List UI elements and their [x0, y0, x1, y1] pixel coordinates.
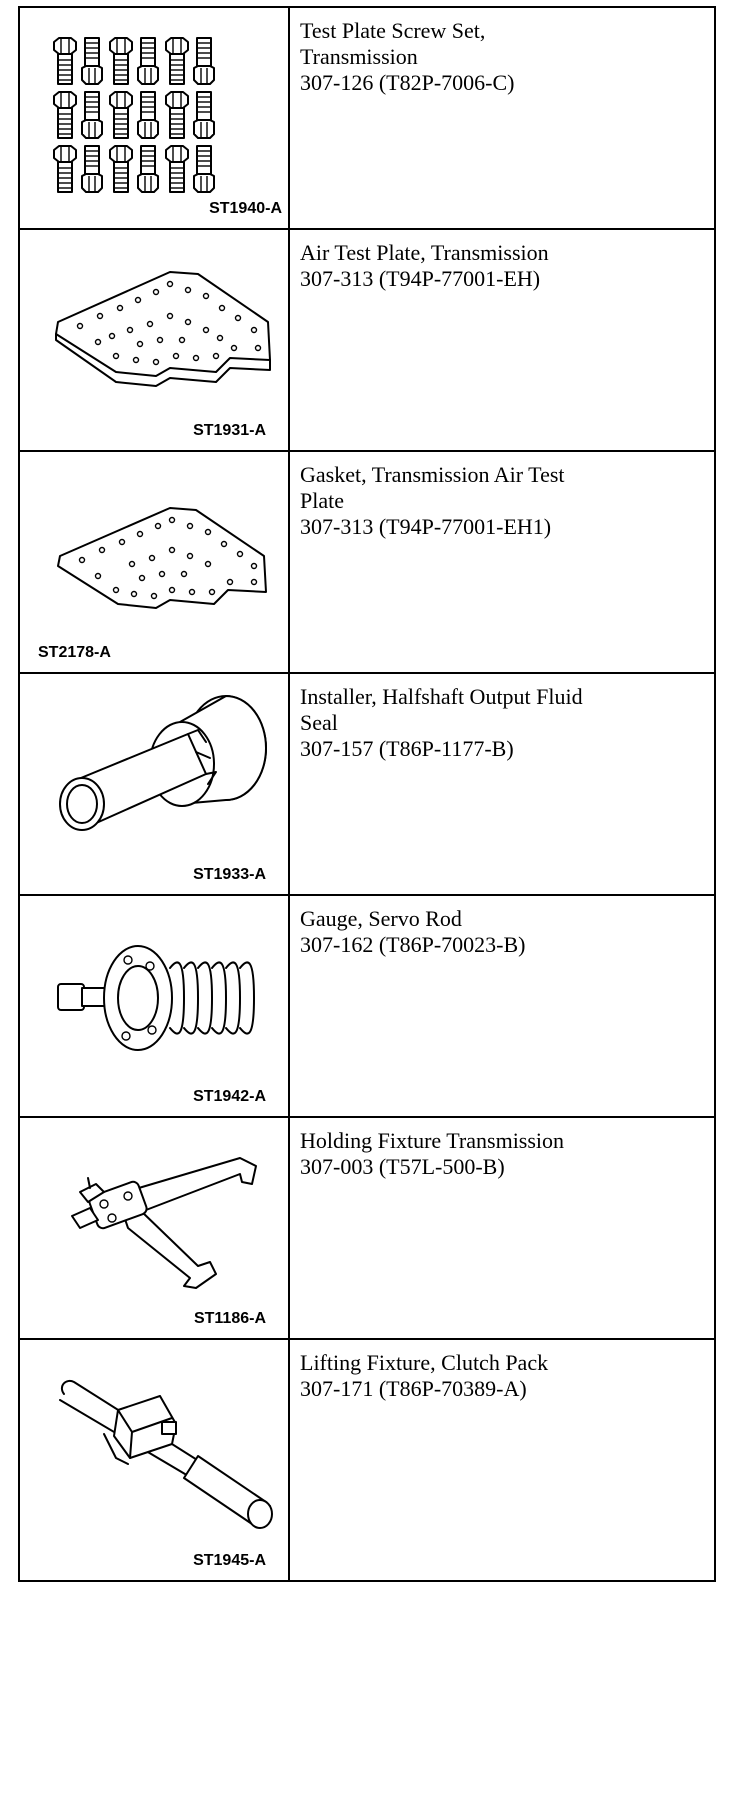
- tool-description-cell: [289, 451, 715, 673]
- table-row: [19, 7, 715, 229]
- air-test-plate-illustration: [20, 230, 288, 448]
- tool-name: Holding Fixture Transmission: [300, 1128, 565, 1153]
- tool-number: 307-003 (T57L-500-B): [300, 1154, 505, 1179]
- tool-description-cell: [289, 1117, 715, 1339]
- tool-figure-cell: [19, 229, 289, 451]
- tool-name: Air Test Plate, Transmission: [300, 240, 549, 265]
- seal-installer-illustration: [20, 674, 288, 892]
- tool-figure-cell: [19, 7, 289, 229]
- figure-code: ST1940-A: [209, 200, 282, 217]
- table-row: [19, 229, 715, 451]
- tool-number: 307-126 (T82P-7006-C): [300, 70, 515, 95]
- special-tools-table: [18, 6, 716, 1582]
- tool-figure-cell: [19, 895, 289, 1117]
- holding-fixture-illustration: [20, 1118, 288, 1336]
- table-row: [19, 1339, 715, 1581]
- servo-rod-gauge-illustration: [20, 896, 288, 1114]
- bolt-set-illustration: [20, 8, 288, 226]
- tool-description-cell: [289, 229, 715, 451]
- table-row: [19, 895, 715, 1117]
- figure-code: ST1942-A: [193, 1088, 266, 1105]
- tool-description-cell: [289, 673, 715, 895]
- tool-name: Test Plate Screw Set,: [300, 18, 486, 43]
- tool-figure-cell: [19, 1117, 289, 1339]
- tool-description-cell: [289, 1339, 715, 1581]
- tool-name: Lifting Fixture, Clutch Pack: [300, 1350, 549, 1375]
- tool-description-cell: [289, 895, 715, 1117]
- tool-number: 307-313 (T94P-77001-EH): [300, 266, 541, 291]
- tool-name: Gasket, Transmission Air Test: [300, 462, 565, 487]
- tool-name: Transmission: [300, 44, 418, 69]
- tool-name: Gauge, Servo Rod: [300, 906, 462, 931]
- tool-number: 307-313 (T94P-77001-EH1): [300, 514, 552, 539]
- table-row: [19, 1117, 715, 1339]
- lifting-fixture-illustration: [20, 1340, 288, 1578]
- tool-figure-cell: [19, 673, 289, 895]
- figure-code: ST1186-A: [193, 1310, 266, 1327]
- tool-number: 307-162 (T86P-70023-B): [300, 932, 526, 957]
- tool-name: Installer, Halfshaft Output Fluid: [300, 684, 583, 709]
- gasket-illustration: [20, 452, 288, 670]
- tool-description-cell: [289, 7, 715, 229]
- table-row: [19, 673, 715, 895]
- tool-number: 307-157 (T86P-1177-B): [300, 736, 514, 761]
- tool-figure-cell: [19, 451, 289, 673]
- figure-code: ST2178-A: [38, 644, 111, 661]
- figure-code: ST1945-A: [193, 1552, 266, 1569]
- tool-name: Seal: [300, 710, 338, 735]
- figure-code: ST1933-A: [193, 866, 266, 883]
- tool-name: Plate: [300, 488, 344, 513]
- figure-code: ST1931-A: [193, 422, 266, 439]
- table-row: [19, 451, 715, 673]
- tool-figure-cell: [19, 1339, 289, 1581]
- tool-number: 307-171 (T86P-70389-A): [300, 1376, 527, 1401]
